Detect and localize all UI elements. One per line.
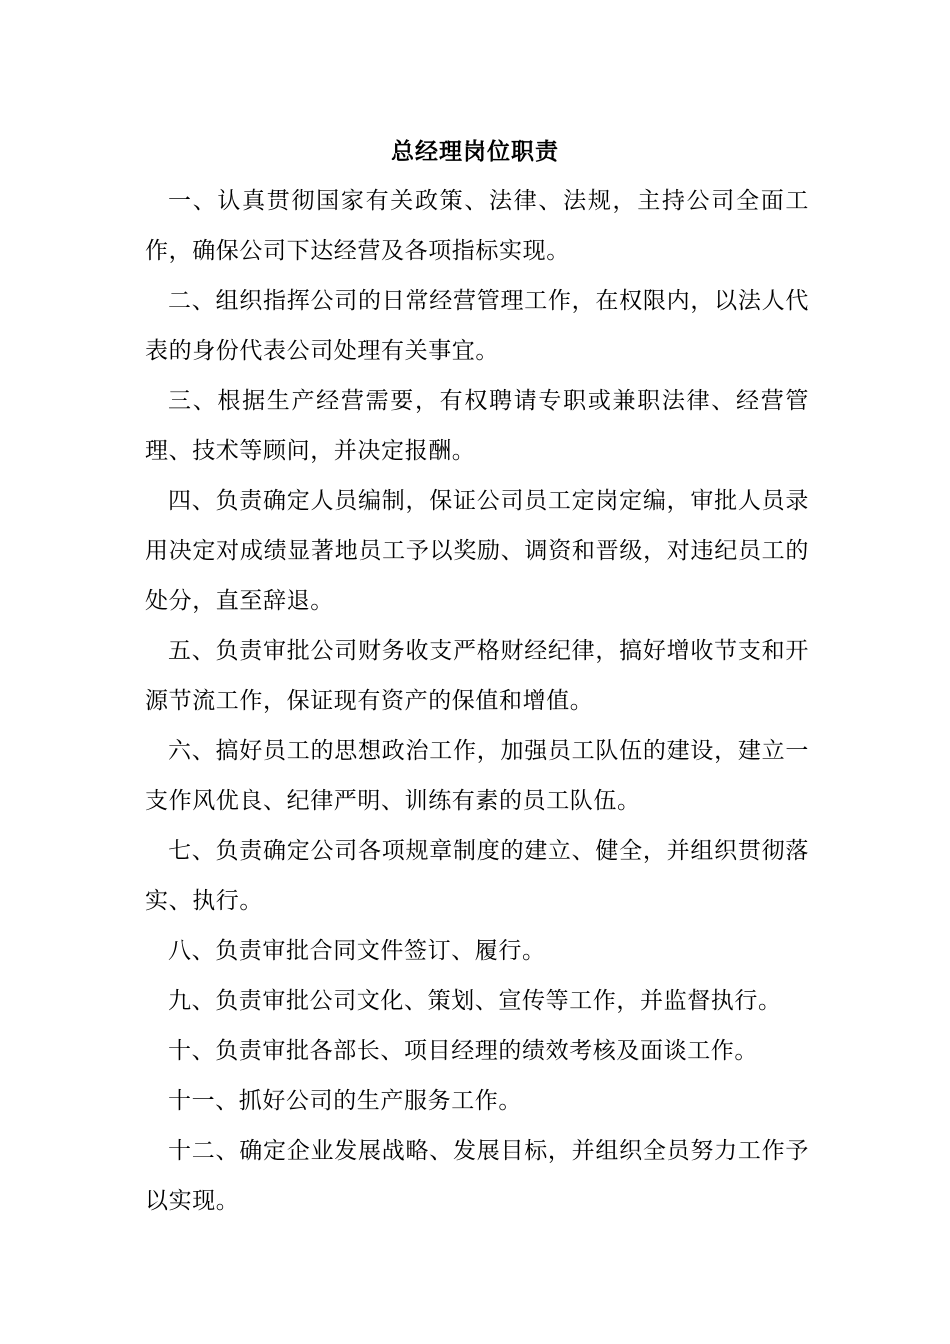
clause-9: 九、负责审批公司文化、策划、宣传等工作，并监督执行。 [168, 988, 782, 1014]
clause-1: 一、认真贯彻国家有关政策、法律、法规，主持公司全面工作，确保公司下达经营及各项指标实现。 [145, 188, 809, 264]
clause-5: 五、负责审批公司财务收支严格财经纪律，搞好增收节支和开源节流工作，保证现有资产的保值和增值。 [145, 638, 809, 714]
clause-7: 七、负责确定公司各项规章制度的建立、健全，并组织贯彻落实、执行。 [145, 838, 809, 914]
clause-8: 八、负责审批合同文件签订、履行。 [168, 938, 546, 964]
clause-10: 十、负责审批各部长、项目经理的绩效考核及面谈工作。 [168, 1038, 758, 1064]
clause-2: 二、组织指挥公司的日常经营管理工作，在权限内，以法人代表的身份代表公司处理有关事宜。 [145, 288, 809, 364]
document-title: 总经理岗位职责 [391, 138, 559, 165]
clause-4: 四、负责确定人员编制，保证公司员工定岗定编，审批人员录用决定对成绩显著地员工予以奖励、调资和晋级，对违纪员工的处分，直至辞退。 [145, 488, 809, 614]
clause-3: 三、根据生产经营需要，有权聘请专职或兼职法律、经营管理、技术等顾问，并决定报酬。 [145, 388, 809, 464]
document-body [145, 176, 809, 1226]
clause-12: 十二、确定企业发展战略、发展目标，并组织全员努力工作予以实现。 [145, 1138, 809, 1214]
clause-6: 六、搞好员工的思想政治工作，加强员工队伍的建设，建立一支作风优良、纪律严明、训练有素的员工队伍。 [145, 738, 809, 814]
clause-11: 十一、抓好公司的生产服务工作。 [168, 1088, 522, 1114]
